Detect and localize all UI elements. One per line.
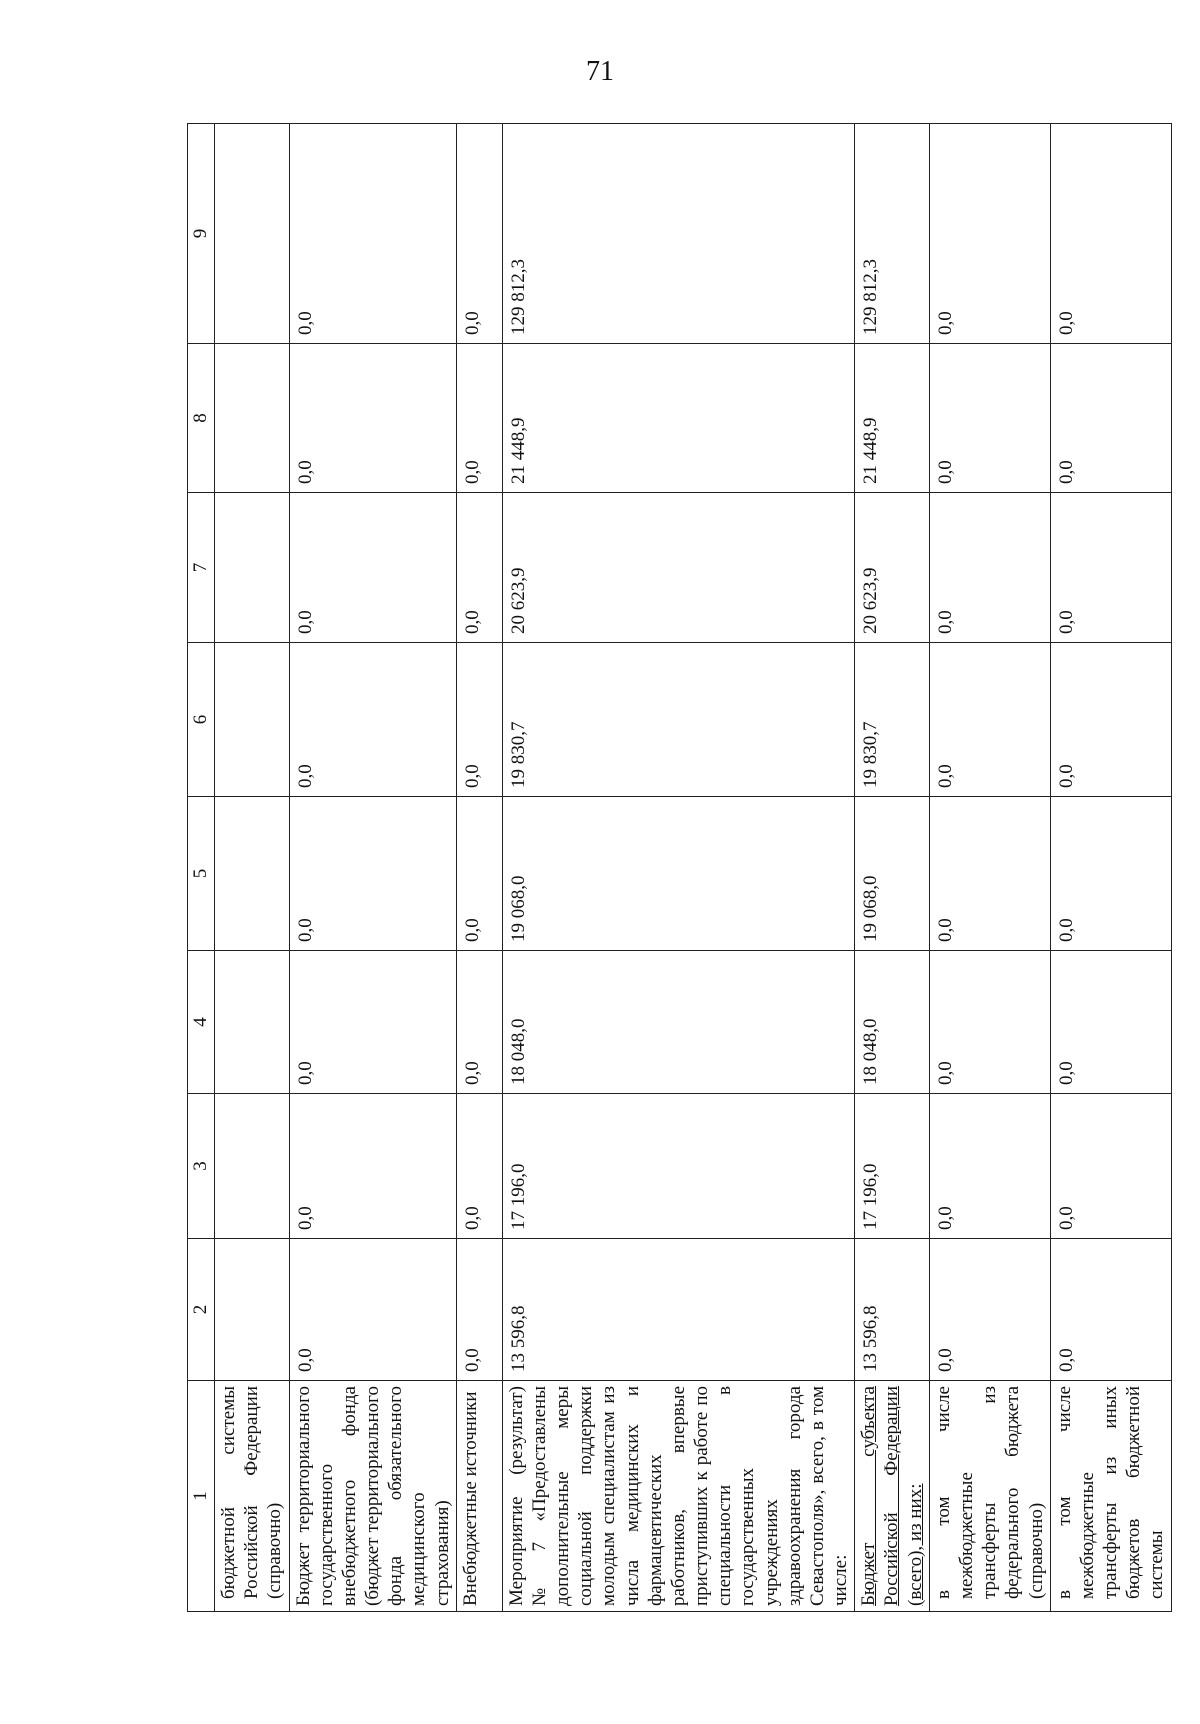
row-label: Мероприятие (результат) № 7 «Предоставлены дополнительные меры социальной поддержки молодым специалистам из числа медицинских и фармацевтических работников, впервые приступивших к работе по специальности в государственных учреждениях здравоохранения города Севастополя», всего, в том числе:: [502, 1381, 855, 1612]
cell-value: 0,0: [1050, 493, 1171, 643]
cell-value: 129 812,3: [855, 124, 930, 344]
cell-value: 0,0: [289, 1239, 456, 1381]
cell-value: [215, 643, 290, 797]
table-row: [1050, 124, 1171, 1612]
row-label: Бюджет территориального государственного внебюджетного фонда (бюджет территориального фонда обязательного медицинского страхования): [289, 1381, 456, 1612]
cell-value: 0,0: [289, 643, 456, 797]
rotated-table-container: [187, 124, 1168, 1612]
cell-value: 17 196,0: [855, 1094, 930, 1239]
cell-value: 19 068,0: [855, 797, 930, 951]
cell-value: 0,0: [1050, 643, 1171, 797]
cell-value: 21 448,9: [502, 344, 855, 493]
column-number: 2: [188, 1239, 215, 1381]
column-number: 1: [188, 1381, 215, 1612]
cell-value: 0,0: [289, 344, 456, 493]
cell-value: 0,0: [456, 1094, 502, 1239]
table-row: [855, 124, 930, 1612]
cell-value: 0,0: [929, 951, 1050, 1094]
cell-value: 0,0: [1050, 951, 1171, 1094]
cell-value: [215, 797, 290, 951]
column-number: 5: [188, 797, 215, 951]
cell-value: [215, 1239, 290, 1381]
cell-value: 0,0: [1050, 344, 1171, 493]
column-number: 3: [188, 1094, 215, 1239]
cell-value: 0,0: [289, 797, 456, 951]
cell-value: 20 623,9: [502, 493, 855, 643]
budget-table: [187, 123, 1172, 1612]
cell-value: [215, 1094, 290, 1239]
table-row: [502, 124, 855, 1612]
cell-value: 0,0: [456, 493, 502, 643]
cell-value: 21 448,9: [855, 344, 930, 493]
cell-value: 0,0: [289, 1094, 456, 1239]
cell-value: 0,0: [1050, 1239, 1171, 1381]
cell-value: 0,0: [1050, 797, 1171, 951]
cell-value: 0,0: [929, 124, 1050, 344]
cell-value: 20 623,9: [855, 493, 930, 643]
cell-value: [215, 124, 290, 344]
cell-value: 0,0: [929, 797, 1050, 951]
row-label: Бюджет субъекта Российской Федерации (всего), из них:: [855, 1381, 930, 1612]
cell-value: 0,0: [456, 124, 502, 344]
page-number: 71: [586, 56, 614, 87]
cell-value: 19 830,7: [502, 643, 855, 797]
cell-value: [215, 493, 290, 643]
cell-value: 18 048,0: [502, 951, 855, 1094]
row-label: в том числе межбюджетные трансферты из федерального бюджета (справочно): [929, 1381, 1050, 1612]
cell-value: 0,0: [456, 951, 502, 1094]
cell-value: 0,0: [1050, 1094, 1171, 1239]
cell-value: 19 830,7: [855, 643, 930, 797]
column-number: 8: [188, 344, 215, 493]
cell-value: 17 196,0: [502, 1094, 855, 1239]
cell-value: 0,0: [456, 1239, 502, 1381]
cell-value: 0,0: [289, 951, 456, 1094]
cell-value: 0,0: [456, 797, 502, 951]
cell-value: 0,0: [289, 124, 456, 344]
cell-value: 129 812,3: [502, 124, 855, 344]
cell-value: 0,0: [456, 643, 502, 797]
column-number-row: [188, 124, 215, 1612]
column-number: 6: [188, 643, 215, 797]
table-row: [215, 124, 290, 1612]
table-row: [929, 124, 1050, 1612]
cell-value: 0,0: [289, 493, 456, 643]
cell-value: 0,0: [456, 344, 502, 493]
cell-value: 13 596,8: [855, 1239, 930, 1381]
cell-value: 18 048,0: [855, 951, 930, 1094]
table-row: [456, 124, 502, 1612]
cell-value: 0,0: [929, 493, 1050, 643]
cell-value: 0,0: [929, 344, 1050, 493]
column-number: 4: [188, 951, 215, 1094]
cell-value: 0,0: [929, 1094, 1050, 1239]
cell-value: 0,0: [1050, 124, 1171, 344]
row-label: бюджетной системы Российской Федерации (справочно): [215, 1381, 290, 1612]
row-label: в том числе межбюджетные трансферты из иных бюджетов бюджетной системы: [1050, 1381, 1171, 1612]
table-row: [289, 124, 456, 1612]
cell-value: 0,0: [929, 643, 1050, 797]
cell-value: 13 596,8: [502, 1239, 855, 1381]
row-label: Внебюджетные источники: [456, 1381, 502, 1612]
column-number: 7: [188, 493, 215, 643]
cell-value: [215, 344, 290, 493]
cell-value: [215, 951, 290, 1094]
column-number: 9: [188, 124, 215, 344]
cell-value: 0,0: [929, 1239, 1050, 1381]
cell-value: 19 068,0: [502, 797, 855, 951]
